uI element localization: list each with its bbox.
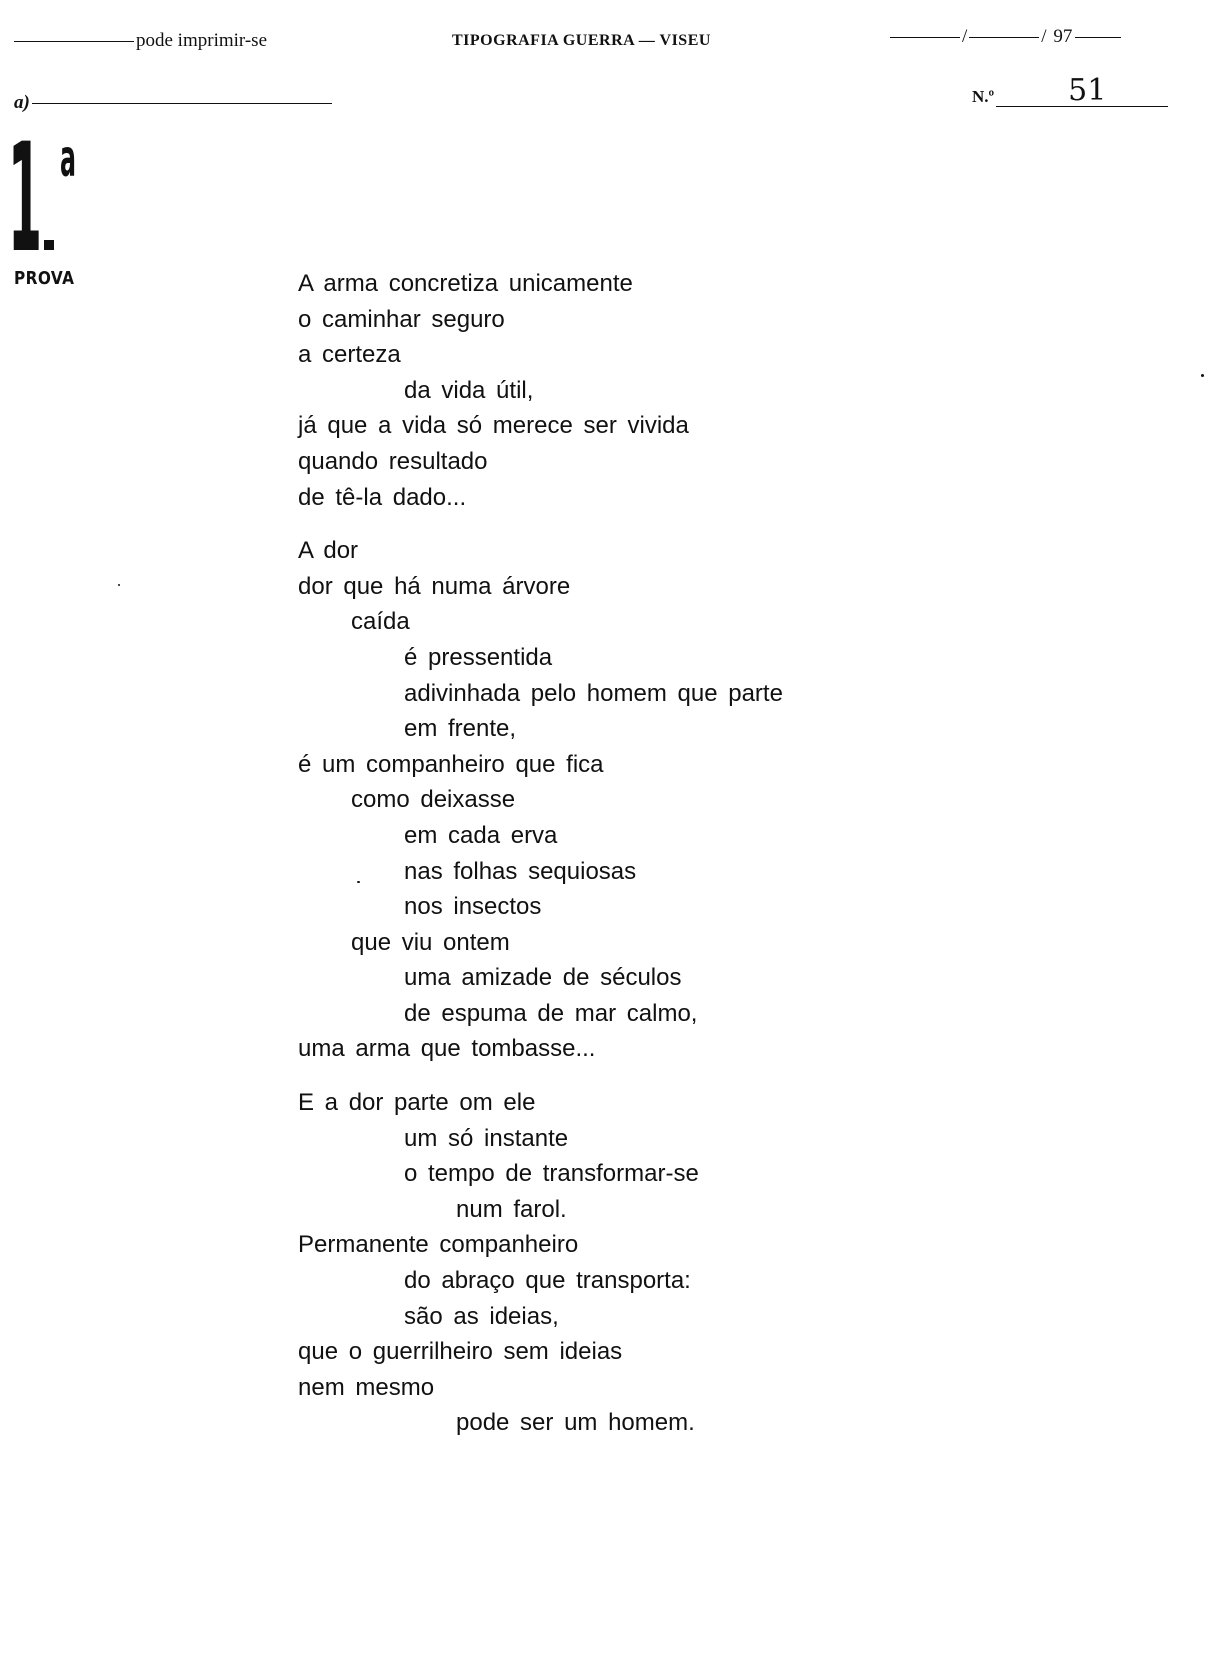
poem-line: o tempo de transformar-se bbox=[404, 1160, 699, 1188]
date-field: / / 97 bbox=[890, 26, 1121, 48]
poem-line: pode ser um homem. bbox=[456, 1409, 695, 1437]
number-label: N.º bbox=[972, 87, 995, 106]
poem-line: é um companheiro que fica bbox=[298, 750, 604, 778]
poem-line: caída bbox=[351, 608, 410, 636]
field-a-label: a) bbox=[14, 92, 30, 113]
stray-speck bbox=[357, 881, 360, 883]
imprimatur-field bbox=[14, 30, 267, 52]
poem-line: que o guerrilheiro sem ideias bbox=[298, 1338, 623, 1366]
poem-line: como deixasse bbox=[351, 786, 516, 814]
poem-line: nas folhas sequiosas bbox=[404, 857, 637, 885]
stanza bbox=[298, 266, 783, 515]
stray-speck bbox=[1201, 374, 1204, 377]
poem-line: nem mesmo bbox=[298, 1373, 435, 1401]
poem bbox=[298, 266, 783, 1441]
poem-line: nos insectos bbox=[404, 893, 542, 921]
proof-number-dot bbox=[44, 240, 54, 250]
poem-line: A arma concretiza unicamente bbox=[298, 270, 633, 297]
number-field bbox=[972, 73, 1168, 108]
poem-line: o caminhar seguro bbox=[298, 305, 505, 333]
poem-line: em frente, bbox=[404, 715, 517, 743]
handwritten-number: 51 bbox=[1068, 73, 1107, 108]
poem-line: da vida útil, bbox=[404, 376, 534, 404]
proof-number-superscript: a bbox=[60, 129, 76, 189]
field-a-rule bbox=[32, 103, 332, 104]
poem-line: é pressentida bbox=[404, 643, 553, 671]
poem-line: uma amizade de séculos bbox=[404, 964, 682, 992]
stanza bbox=[298, 1085, 783, 1441]
poem-line: que viu ontem bbox=[351, 928, 510, 956]
poem-line: um só instante bbox=[404, 1124, 569, 1152]
imprimatur-text: pode imprimir-se bbox=[136, 30, 268, 51]
poem-line: em cada erva bbox=[404, 821, 558, 849]
poem-line: do abraço que transporta: bbox=[404, 1267, 691, 1295]
poem-line: A dor bbox=[298, 537, 359, 565]
poem-line: são as ideias, bbox=[404, 1302, 559, 1330]
poem-line: de tê-la dado... bbox=[298, 483, 467, 511]
stanza bbox=[298, 533, 783, 1067]
poem-line: num farol. bbox=[456, 1195, 567, 1223]
proof-number-digit: 1 bbox=[8, 128, 42, 256]
date-year: 97 bbox=[1053, 26, 1073, 47]
field-a bbox=[14, 92, 332, 114]
poem-line: Permanente companheiro bbox=[298, 1231, 579, 1259]
poem-line: dor que há numa árvore bbox=[298, 572, 571, 600]
proof-number-stamp bbox=[8, 128, 88, 256]
number-line bbox=[996, 73, 1168, 108]
date-month-rule bbox=[969, 37, 1039, 38]
date-day-rule bbox=[890, 37, 960, 38]
poem-line: já que a vida só merece ser vivida bbox=[298, 412, 689, 440]
poem-line: quando resultado bbox=[298, 447, 488, 475]
poem-line: uma arma que tombasse... bbox=[298, 1035, 596, 1063]
date-year-rule bbox=[1075, 37, 1121, 38]
imprimatur-rule bbox=[14, 41, 134, 42]
stray-speck bbox=[118, 584, 120, 586]
proof-label: PROVA bbox=[14, 268, 75, 289]
poem-line: a certeza bbox=[298, 341, 401, 369]
printer-name: TIPOGRAFIA GUERRA — VISEU bbox=[452, 32, 711, 49]
poem-line: adivinhada pelo homem que parte bbox=[404, 679, 783, 707]
poem-line: E a dor parte om ele bbox=[298, 1089, 536, 1117]
poem-line: de espuma de mar calmo, bbox=[404, 999, 698, 1027]
